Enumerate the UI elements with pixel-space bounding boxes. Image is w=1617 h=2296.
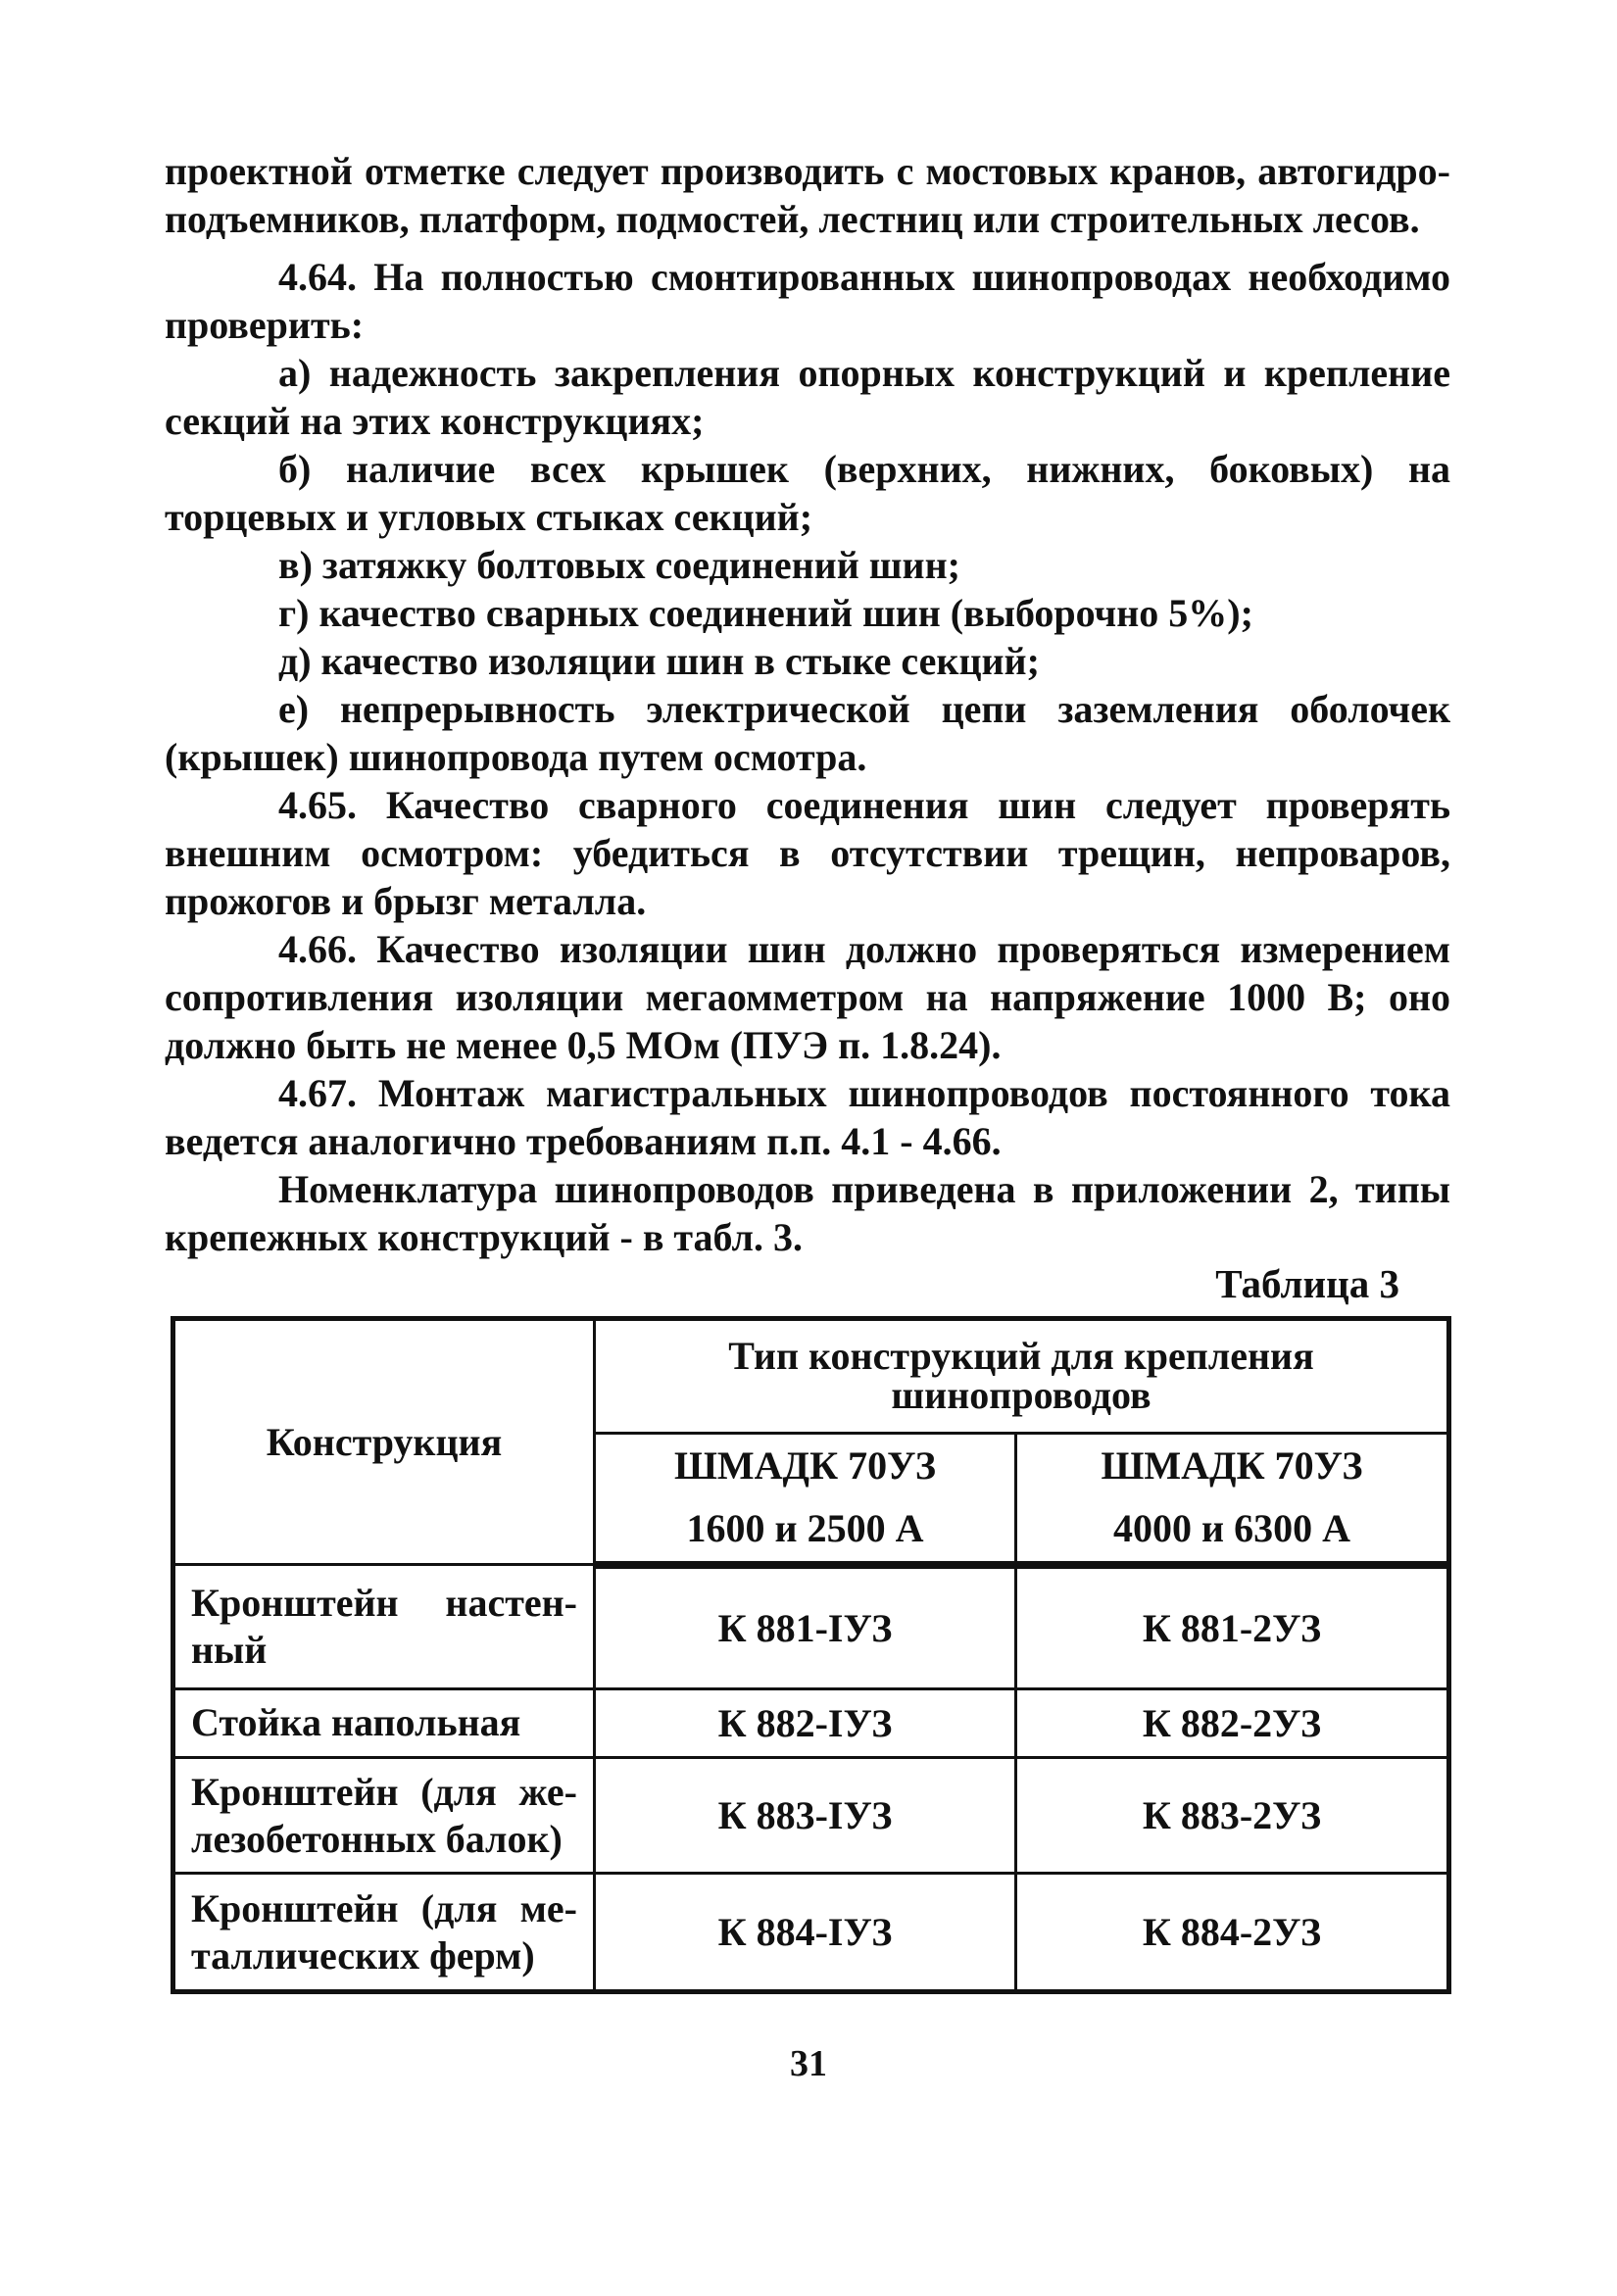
page-number: 31 — [790, 2043, 827, 2084]
fastening-structures-table — [171, 1316, 1451, 1994]
table-header-row — [173, 1319, 1449, 1434]
row-name-line-2: лезобетонных балок) — [191, 1816, 563, 1861]
row-value-col-2: К 882-2УЗ — [1016, 1688, 1449, 1757]
table-caption: Таблица 3 — [1215, 1261, 1399, 1306]
header-col-1-name: ШМАДК 70УЗ — [673, 1443, 937, 1489]
row-value-col-1: К 884-IУЗ — [595, 1874, 1016, 1992]
row-construction-name — [173, 1565, 595, 1689]
paragraph-continuation: проектной отметке следует производить с мостовых кранов, автогидро-подъемников, платформ, подмостей, лестниц или строительных лесов. — [165, 149, 1450, 241]
list-item-e: е) непрерывность электрической цепи заземления оболочек (крышек) шинопровода путем осмотра. — [165, 687, 1450, 779]
row-name-line-1: Кронштейн (для ме- — [191, 1885, 577, 1930]
paragraph-4-66: 4.66. Качество изоляции шин должно проверяться измерением сопротивления изоляции мегаомметром на напряжение 1000 В; оно должно быть не менее 0,5 МОм (ПУЭ п. 1.8.24). — [165, 927, 1450, 1067]
list-item-v: в) затяжку болтовых соединений шин; — [278, 543, 960, 587]
paragraph-nomenclature: Номенклатура шинопроводов приведена в приложении 2, типы крепежных конструкций - в табл. 3. — [165, 1167, 1450, 1259]
row-name-line-2: ный — [191, 1627, 268, 1672]
header-group: Тип конструкций для крепления шинопроводов — [595, 1319, 1449, 1434]
row-construction-name — [173, 1874, 595, 1992]
list-item-b: б) наличие всех крышек (верхних, нижних, боковых) на торцевых и угловых стыках секций; — [165, 447, 1450, 539]
table-row — [173, 1874, 1449, 1992]
list-item-a: а) надежность закрепления опорных конструкций и крепление секций на этих конструкциях; — [165, 351, 1450, 443]
row-construction-name: Стойка напольная — [173, 1688, 595, 1757]
row-value-col-2: К 881-2УЗ — [1016, 1565, 1449, 1689]
header-col-1-rating: 1600 и 2500 А — [686, 1506, 924, 1551]
paragraph-4-64: 4.64. На полностью смонтированных шинопроводах необходимо проверить: — [165, 255, 1450, 347]
header-col-2 — [1016, 1433, 1449, 1565]
row-value-col-2: К 883-2УЗ — [1016, 1757, 1449, 1874]
header-col-1 — [595, 1433, 1016, 1565]
list-item-g: г) качество сварных соединений шин (выборочно 5%); — [278, 591, 1253, 635]
table-row — [173, 1565, 1449, 1689]
row-name-line-1: Кронштейн (для же- — [191, 1769, 577, 1814]
row-name-line-1: Кронштейн настен- — [191, 1580, 577, 1625]
paragraph-4-67: 4.67. Монтаж магистральных шинопроводов постоянного тока ведется аналогично требованиям п.п. 4.1 - 4.66. — [165, 1071, 1450, 1163]
paragraph-4-65: 4.65. Качество сварного соединения шин следует проверять внешним осмотром: убедиться в отсутствии трещин, непроваров, прожогов и брызг металла. — [165, 783, 1450, 923]
header-construction: Конструкция — [173, 1319, 595, 1565]
row-value-col-1: К 882-IУЗ — [595, 1688, 1016, 1757]
header-col-2-rating: 4000 и 6300 А — [1113, 1506, 1350, 1551]
list-item-d: д) качество изоляции шин в стыке секций; — [278, 639, 1040, 683]
table-row — [173, 1757, 1449, 1874]
header-col-2-name: ШМАДК 70УЗ — [1101, 1443, 1363, 1489]
table-row — [173, 1688, 1449, 1757]
row-value-col-1: К 881-IУЗ — [595, 1565, 1016, 1689]
row-value-col-2: К 884-2УЗ — [1016, 1874, 1449, 1992]
row-name-line-2: таллических ферм) — [191, 1932, 535, 1978]
row-construction-name — [173, 1757, 595, 1874]
row-value-col-1: К 883-IУЗ — [595, 1757, 1016, 1874]
